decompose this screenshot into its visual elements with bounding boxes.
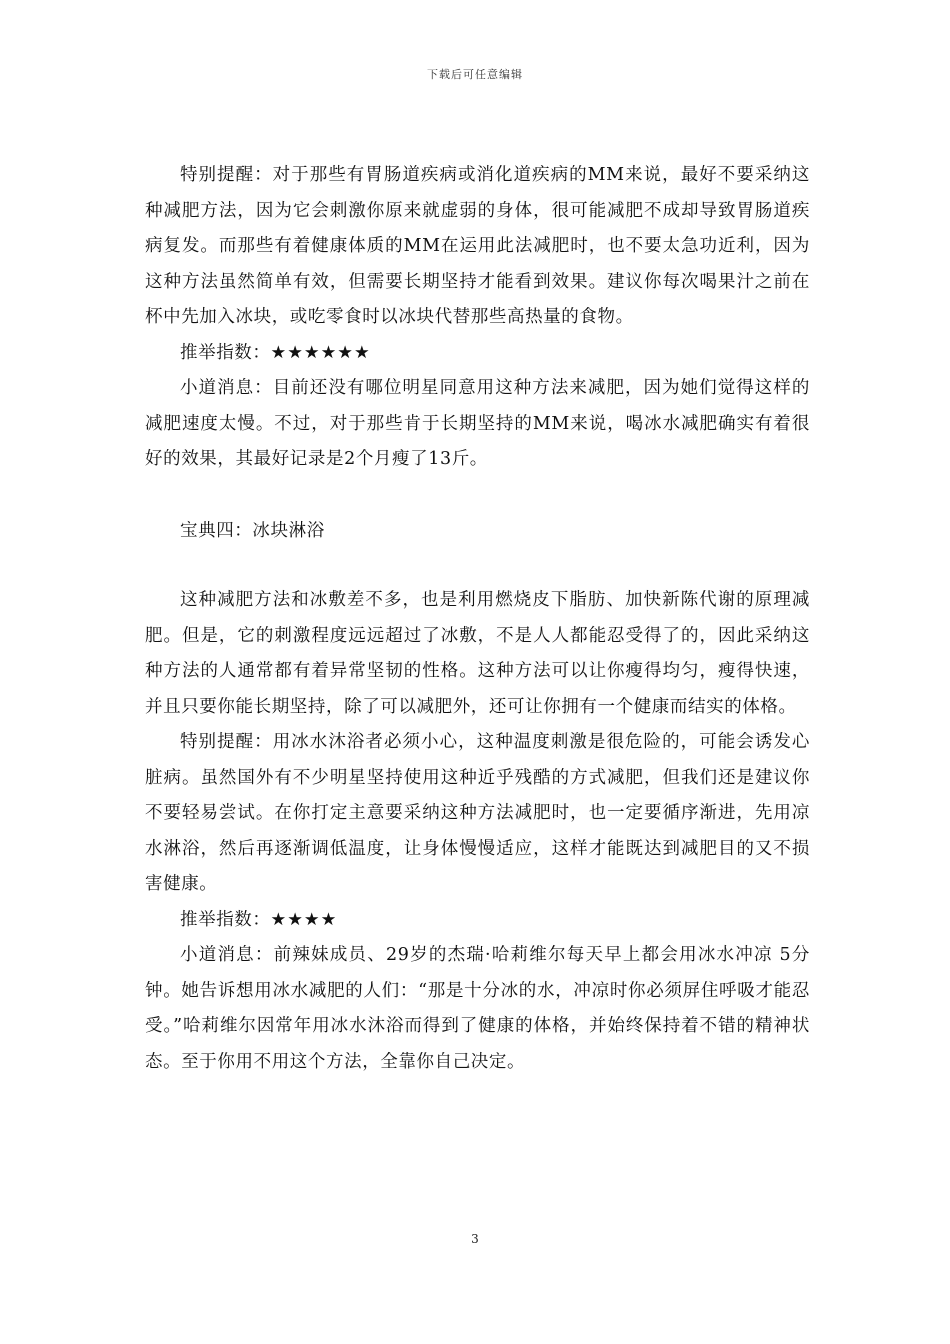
- section-three-news-paragraph: 小道消息：目前还没有哪位明星同意用这种方法来减肥，因为她们觉得这样的减肥速度太慢。不过，对于那些肯于长期坚持的MM来说，喝冰水减肥确实有着很好的效果，其最好记录是2个月瘦了13斤。: [145, 378, 810, 469]
- page-header-note: 下载后可任意编辑: [427, 68, 523, 81]
- page-number: 3: [471, 1232, 479, 1246]
- document-body: [145, 158, 810, 1080]
- rating-stars: ★★★★: [270, 909, 338, 930]
- section-four-warning-paragraph: 特别提醒：用冰水沐浴者必须小心，这种温度刺激是很危险的，可能会诱发心脏病。虽然国外有不少明星坚持使用这种近乎残酷的方式减肥，但我们还是建议你不要轻易尝试。在你打定主意要采纳这种方法减肥时，也一定要循序渐进，先用凉水淋浴，然后再逐渐调低温度，让身体慢慢适应，这样才能既达到减肥目的又不损害健康。: [145, 732, 810, 894]
- section-four-intro-paragraph: 这种减肥方法和冰敷差不多，也是利用燃烧皮下脂肪、加快新陈代谢的原理减肥。但是，它的刺激程度远远超过了冰敷，不是人人都能忍受得了的，因此采纳这种方法的人通常都有着异常坚韧的性格。这种方法可以让你瘦得均匀，瘦得快速，并且只要你能长期坚持，除了可以减肥外，还可让你拥有一个健康而结实的体格。: [145, 590, 810, 717]
- section-three-rating: [145, 336, 810, 372]
- rating-label: 推举指数：: [180, 342, 271, 363]
- section-four-rating: [145, 903, 810, 939]
- section-four-news-paragraph: 小道消息：前辣妹成员、29岁的杰瑞·哈莉维尔每天早上都会用冰水冲凉 5分钟。她告诉想用冰水减肥的人们：“那是十分冰的水，冲凉时你必须屏住呼吸才能忍受。”哈莉维尔因常年用冰水沐浴而得到了健康的体格，并始终保持着不错的精神状态。至于你用不用这个方法，全靠你自己决定。: [145, 945, 810, 1072]
- section-three-warning-paragraph: 特别提醒：对于那些有胃肠道疾病或消化道疾病的MM来说，最好不要采纳这种减肥方法，因为它会刺激你原来就虚弱的身体，很可能减肥不成却导致胃肠道疾病复发。而那些有着健康体质的MM在运用此法减肥时，也不要太急功近利，因为这种方法虽然简单有效，但需要长期坚持才能看到效果。建议你每次喝果汁之前在杯中先加入冰块，或吃零食时以冰块代替那些高热量的食物。: [145, 165, 810, 327]
- section-four-heading: 宝典四：冰块淋浴: [180, 520, 325, 541]
- rating-label: 推举指数：: [180, 909, 271, 930]
- rating-stars: ★★★★★★: [270, 342, 371, 363]
